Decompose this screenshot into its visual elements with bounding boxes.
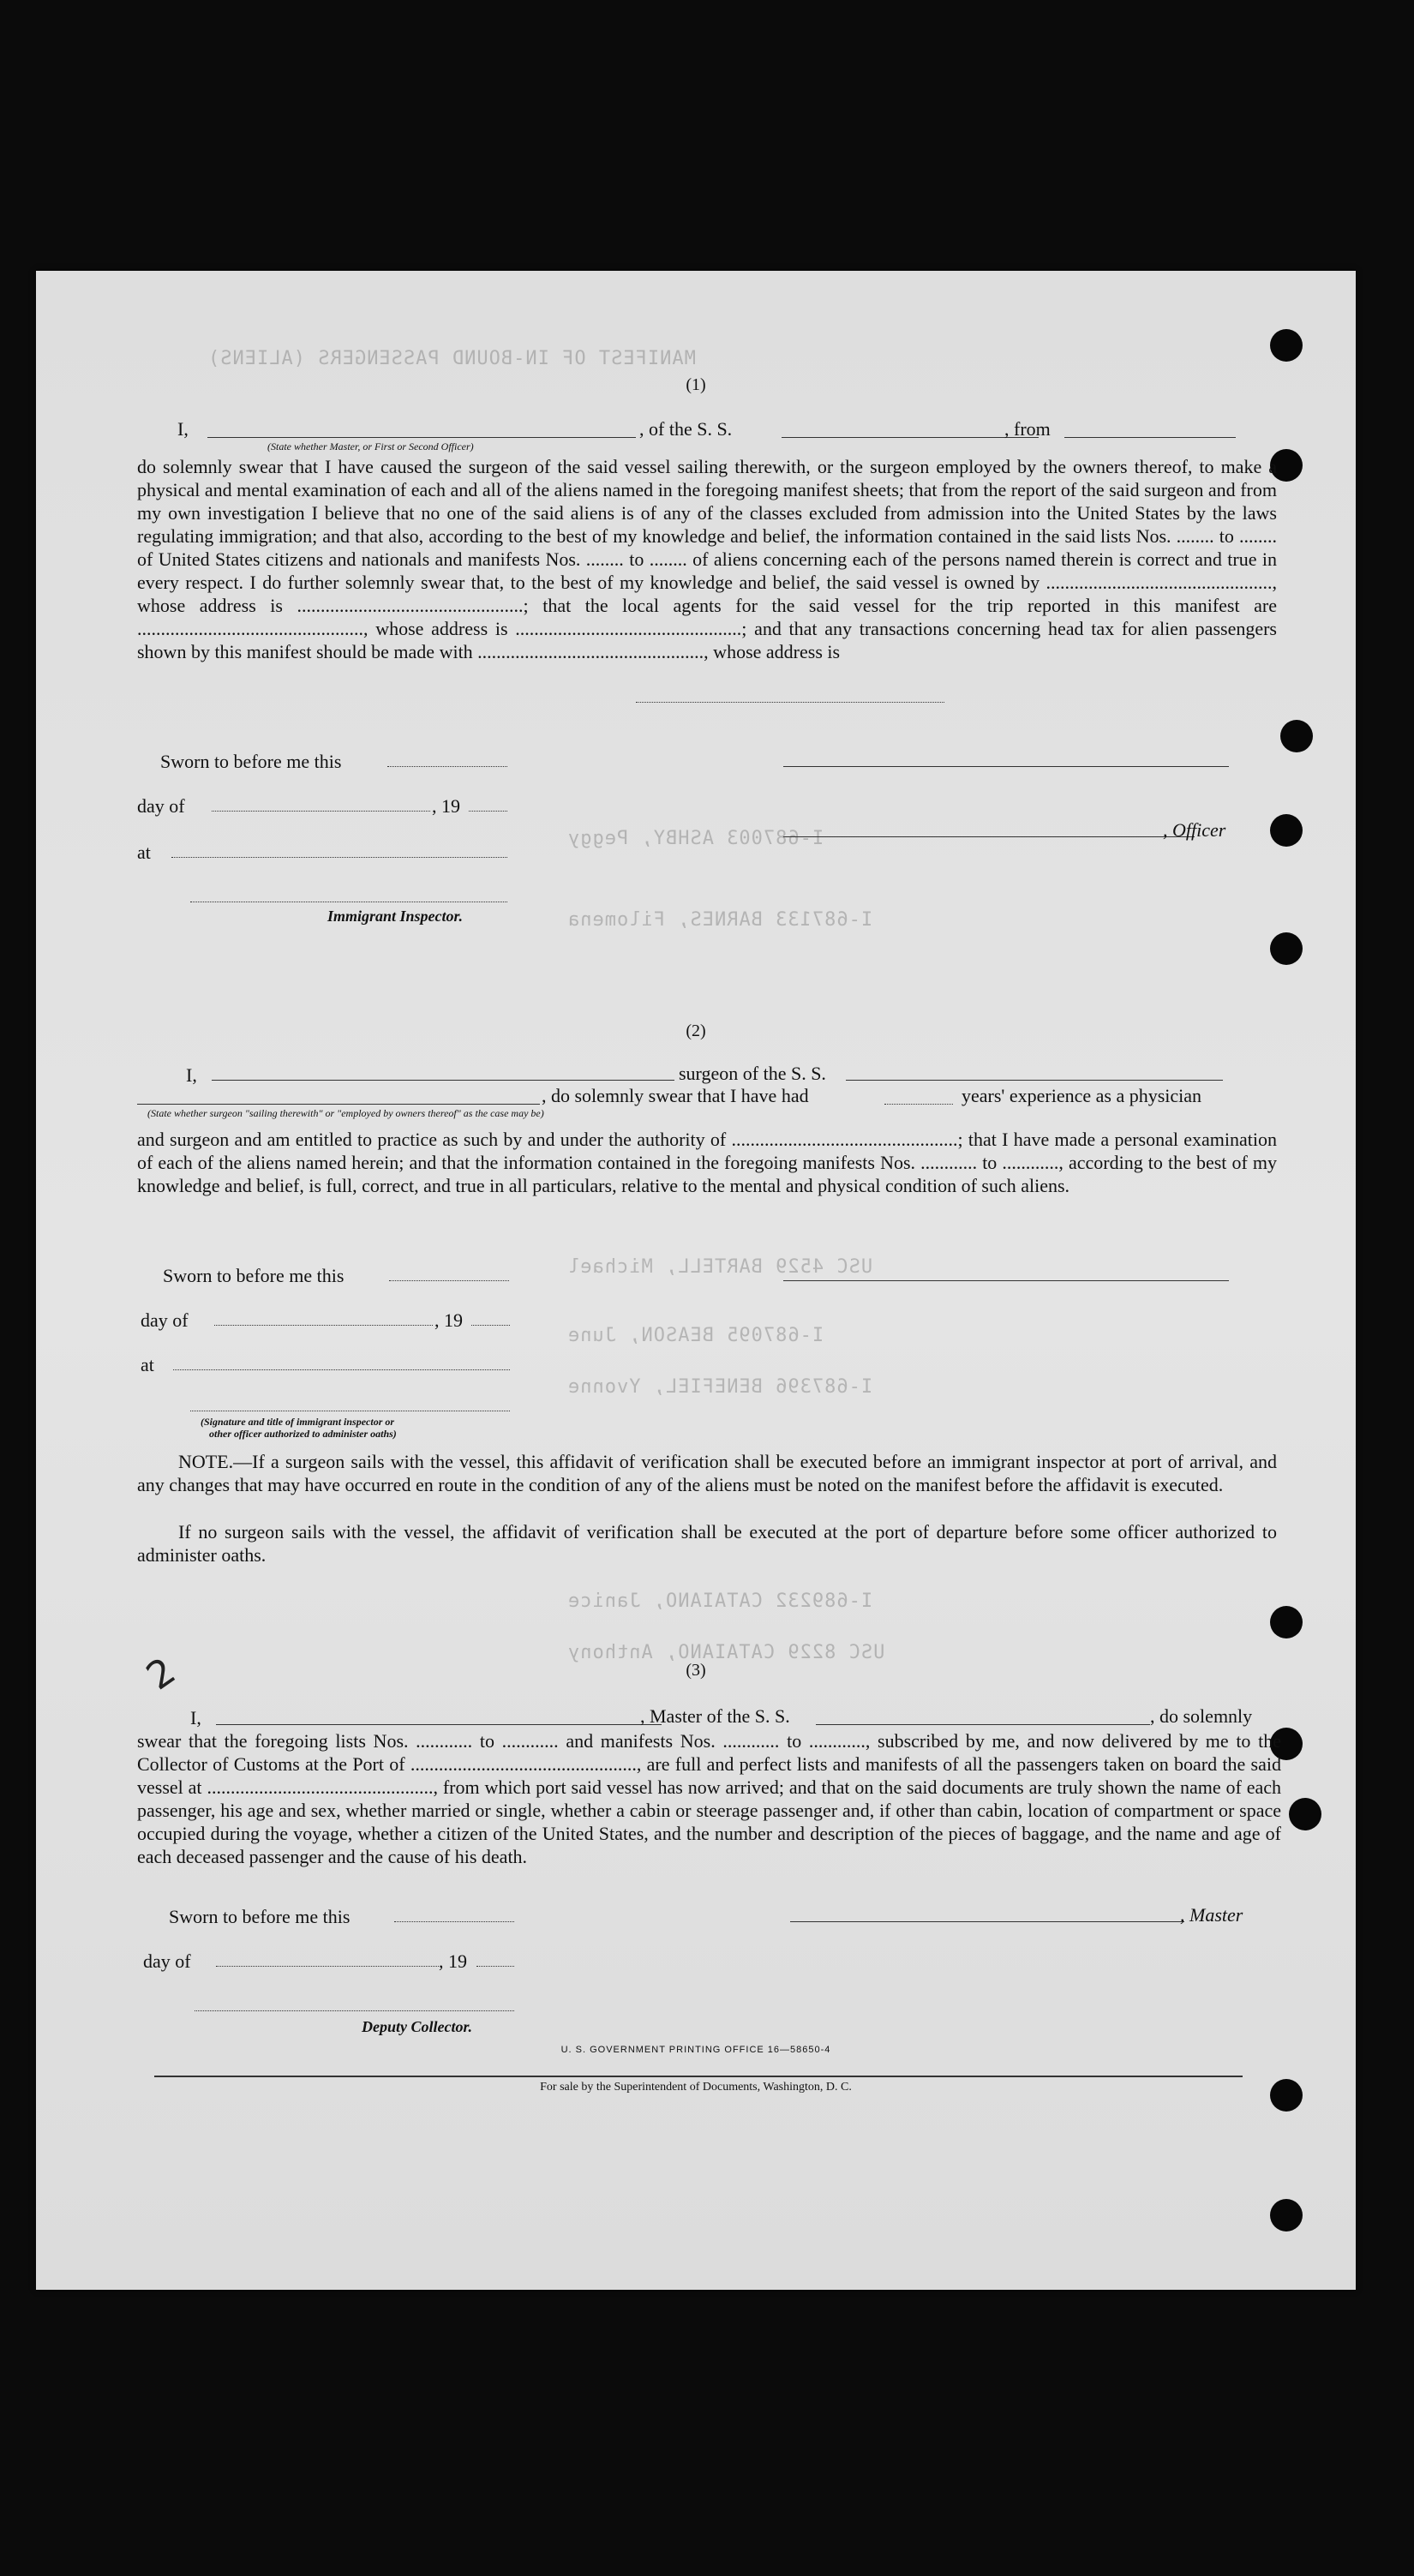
- bleed-through-5: I-687396 BENEFIEL, Yvonne: [567, 1376, 873, 1398]
- s1-sworn: Sworn to before me this: [160, 751, 342, 772]
- s3-day-of: day of: [143, 1950, 191, 1972]
- s1-from-blank: [1064, 437, 1236, 438]
- s3-master-title: , Master: [1180, 1904, 1243, 1926]
- s2-name-blank: [212, 1080, 674, 1081]
- s3-i: I,: [190, 1707, 201, 1728]
- punch-hole: [1270, 814, 1303, 847]
- handwritten-number: 2: [138, 1649, 184, 1699]
- s3-sworn-blank: [394, 1921, 514, 1922]
- s2-status-blank: [137, 1104, 540, 1105]
- s2-note-1-text: —If a surgeon sails with the vessel, this affidavit of verification shall be executed before an immigrant inspector at port of arrival, and any changes that may have occurred en route in the condition of any of the aliens must be noted on the manifest before the affidavit is executed.: [137, 1451, 1277, 1495]
- punch-hole: [1270, 1606, 1303, 1638]
- s3-oath-paragraph: swear that the foregoing lists Nos. ............ to ............ and manifests Nos. ............ to ............, subscribed by me, and now delivered by me to the Collector of Customs at the Port of ................................................, are full and perfect lists and manifests of all the passengers taken on board the said vessel at ................................................, from which port said vessel has now arrived; and that on the said documents are truly shown the name of each passenger, his age and sex, whether married or single, whether a cabin or steerage passenger and, if other than cabin, location of compartment or space occupied during the voyage, whether a citizen of the United States, and the number and description of the pieces of baggage, and the name and age of each deceased passenger and the cause of his death.: [137, 1730, 1281, 1867]
- footer-divider: [154, 2076, 1243, 2077]
- s1-day-of: day of: [137, 795, 185, 817]
- s1-ship-label: , of the S. S.: [639, 418, 733, 440]
- s1-at: at: [137, 842, 151, 863]
- s1-officer-label: , Officer: [1163, 819, 1226, 841]
- s2-note-1: [137, 1450, 1277, 1496]
- s1-officer-blank: [207, 437, 636, 438]
- s3-collector-line: [195, 2010, 514, 2011]
- s2-swear: , do solemnly swear that I have had: [542, 1085, 809, 1106]
- s3-collector-label: Deputy Collector.: [362, 2018, 472, 2035]
- s1-inspector-label: Immigrant Inspector.: [327, 908, 464, 925]
- bleed-through-3: USC 4529 BARTELL, Michael: [567, 1256, 873, 1278]
- s2-note-label: NOTE.: [178, 1451, 234, 1472]
- s3-master-sig-line: [790, 1921, 1184, 1922]
- s2-years: years' experience as a physician: [962, 1085, 1202, 1106]
- s2-day-blank: [214, 1325, 433, 1326]
- s1-ship-blank: [782, 437, 1039, 438]
- s2-sworn-blank: [389, 1280, 509, 1281]
- punch-hole: [1270, 932, 1303, 965]
- s1-officer-sig-line-1: [783, 766, 1229, 767]
- s2-note-2: If no surgeon sails with the vessel, the affidavit of verification shall be executed at the port of departure before some officer authorized to administer oaths.: [137, 1521, 1277, 1566]
- section-3-number: (3): [686, 1661, 706, 1680]
- manifest-back-page: [36, 271, 1356, 2290]
- s3-name-blank: [216, 1724, 662, 1725]
- bleed-through-4: I-687095 BEASON, June: [567, 1325, 824, 1346]
- s1-bottom-blank: [636, 702, 944, 703]
- s1-sworn-blank: [387, 766, 507, 767]
- s1-officer-sig-line-2: [783, 836, 1195, 837]
- s1-from-label: , from: [1004, 418, 1051, 440]
- s2-i: I,: [186, 1064, 197, 1086]
- s1-year-blank: [469, 811, 507, 812]
- punch-hole: [1289, 1798, 1321, 1830]
- s3-master-label: , Master of the S. S.: [640, 1705, 790, 1727]
- s2-status-note: (State whether surgeon "sailing therewith" or "employed by owners thereof" as the case may be): [147, 1107, 544, 1119]
- s1-at-blank: [171, 857, 507, 858]
- s2-surgeon-label: surgeon of the S. S.: [679, 1063, 826, 1084]
- bleed-through-7: USC 8229 CATAIANO, Anthony: [567, 1642, 885, 1663]
- s1-day-blank: [212, 811, 430, 812]
- printing-office-imprint: U. S. GOVERNMENT PRINTING OFFICE 16—58650-4: [560, 2045, 831, 2055]
- s2-year: , 19: [434, 1309, 463, 1331]
- bleed-through-2: I-687133 BARNES, Filomena: [567, 909, 873, 931]
- s2-ship-blank: [846, 1080, 1223, 1081]
- s2-surgeon-sig-line: [783, 1280, 1229, 1281]
- s2-day-of: day of: [141, 1309, 189, 1331]
- s1-year: , 19: [432, 795, 460, 817]
- for-sale-note: For sale by the Superintendent of Documents, Washington, D. C.: [540, 2081, 852, 2094]
- s2-sworn: Sworn to before me this: [163, 1265, 345, 1286]
- s3-year: , 19: [439, 1950, 467, 1972]
- s2-sig-note-2: other officer authorized to administer oaths): [209, 1428, 397, 1440]
- s2-oath-paragraph: and surgeon and am entitled to practice as such by and under the authority of ................................................; that I have made a personal examination of each of the aliens named herein; and that the information contained in the foregoing manifests Nos. ............ to ............, according to the best of my knowledge and belief, is full, correct, and true in all particulars, relative to the mental and physical condition of such aliens.: [137, 1129, 1277, 1196]
- section-2-number: (2): [686, 1021, 706, 1040]
- s2-sig-note-1: (Signature and title of immigrant inspector or: [201, 1416, 395, 1428]
- s2-years-blank: [884, 1104, 953, 1105]
- s3-swear: , do solemnly: [1150, 1705, 1253, 1727]
- s3-year-blank: [476, 1966, 514, 1967]
- punch-hole: [1280, 720, 1313, 752]
- s3-sworn: Sworn to before me this: [169, 1906, 351, 1927]
- section-1-number: (1): [686, 375, 706, 394]
- punch-hole: [1270, 2199, 1303, 2232]
- s1-oath-paragraph: do solemnly swear that I have caused the surgeon of the said vessel sailing therewith, or the surgeon employed by the owners thereof, to make a physical and mental examination of each and all of the aliens named in the foregoing manifest sheets; that from the report of the said surgeon and from my own investigation I believe that no one of the said aliens is of any of the classes excluded from admission into the United States by the laws regulating immigration; and that also, according to the best of my knowledge and belief, the information contained in the said lists Nos. ........ to ........ of United States citizens and nationals and manifests Nos. ........ to ........ of aliens concerning each of the persons named therein is correct and true in every respect. I do further solemnly swear that, to the best of my knowledge and belief, the said vessel is owned by ................................................, whose address is ................................................; that the local agents for the said vessel for the trip reported in this manifest are ................................................, whose address is ................................................; and that any transactions concerning head tax for alien passengers shown by this manifest should be made with ................................................, whose address is: [137, 456, 1277, 662]
- s2-at-blank: [173, 1369, 510, 1370]
- punch-hole: [1270, 329, 1303, 362]
- s1-i: I,: [177, 418, 189, 440]
- s3-day-blank: [216, 1966, 439, 1967]
- bleed-through-6: I-689232 CATAIANO, Janice: [567, 1591, 873, 1612]
- bleed-through-1: I-687003 ASHBY, Peggy: [567, 828, 824, 849]
- s2-at: at: [141, 1354, 154, 1375]
- bleed-through-header: MANIFEST OF IN-BOUND PASSENGERS (ALIENS): [207, 348, 696, 369]
- s2-year-blank: [471, 1325, 510, 1326]
- s3-ship-blank: [816, 1724, 1150, 1725]
- s1-officer-note: (State whether Master, or First or Second Officer): [267, 440, 474, 452]
